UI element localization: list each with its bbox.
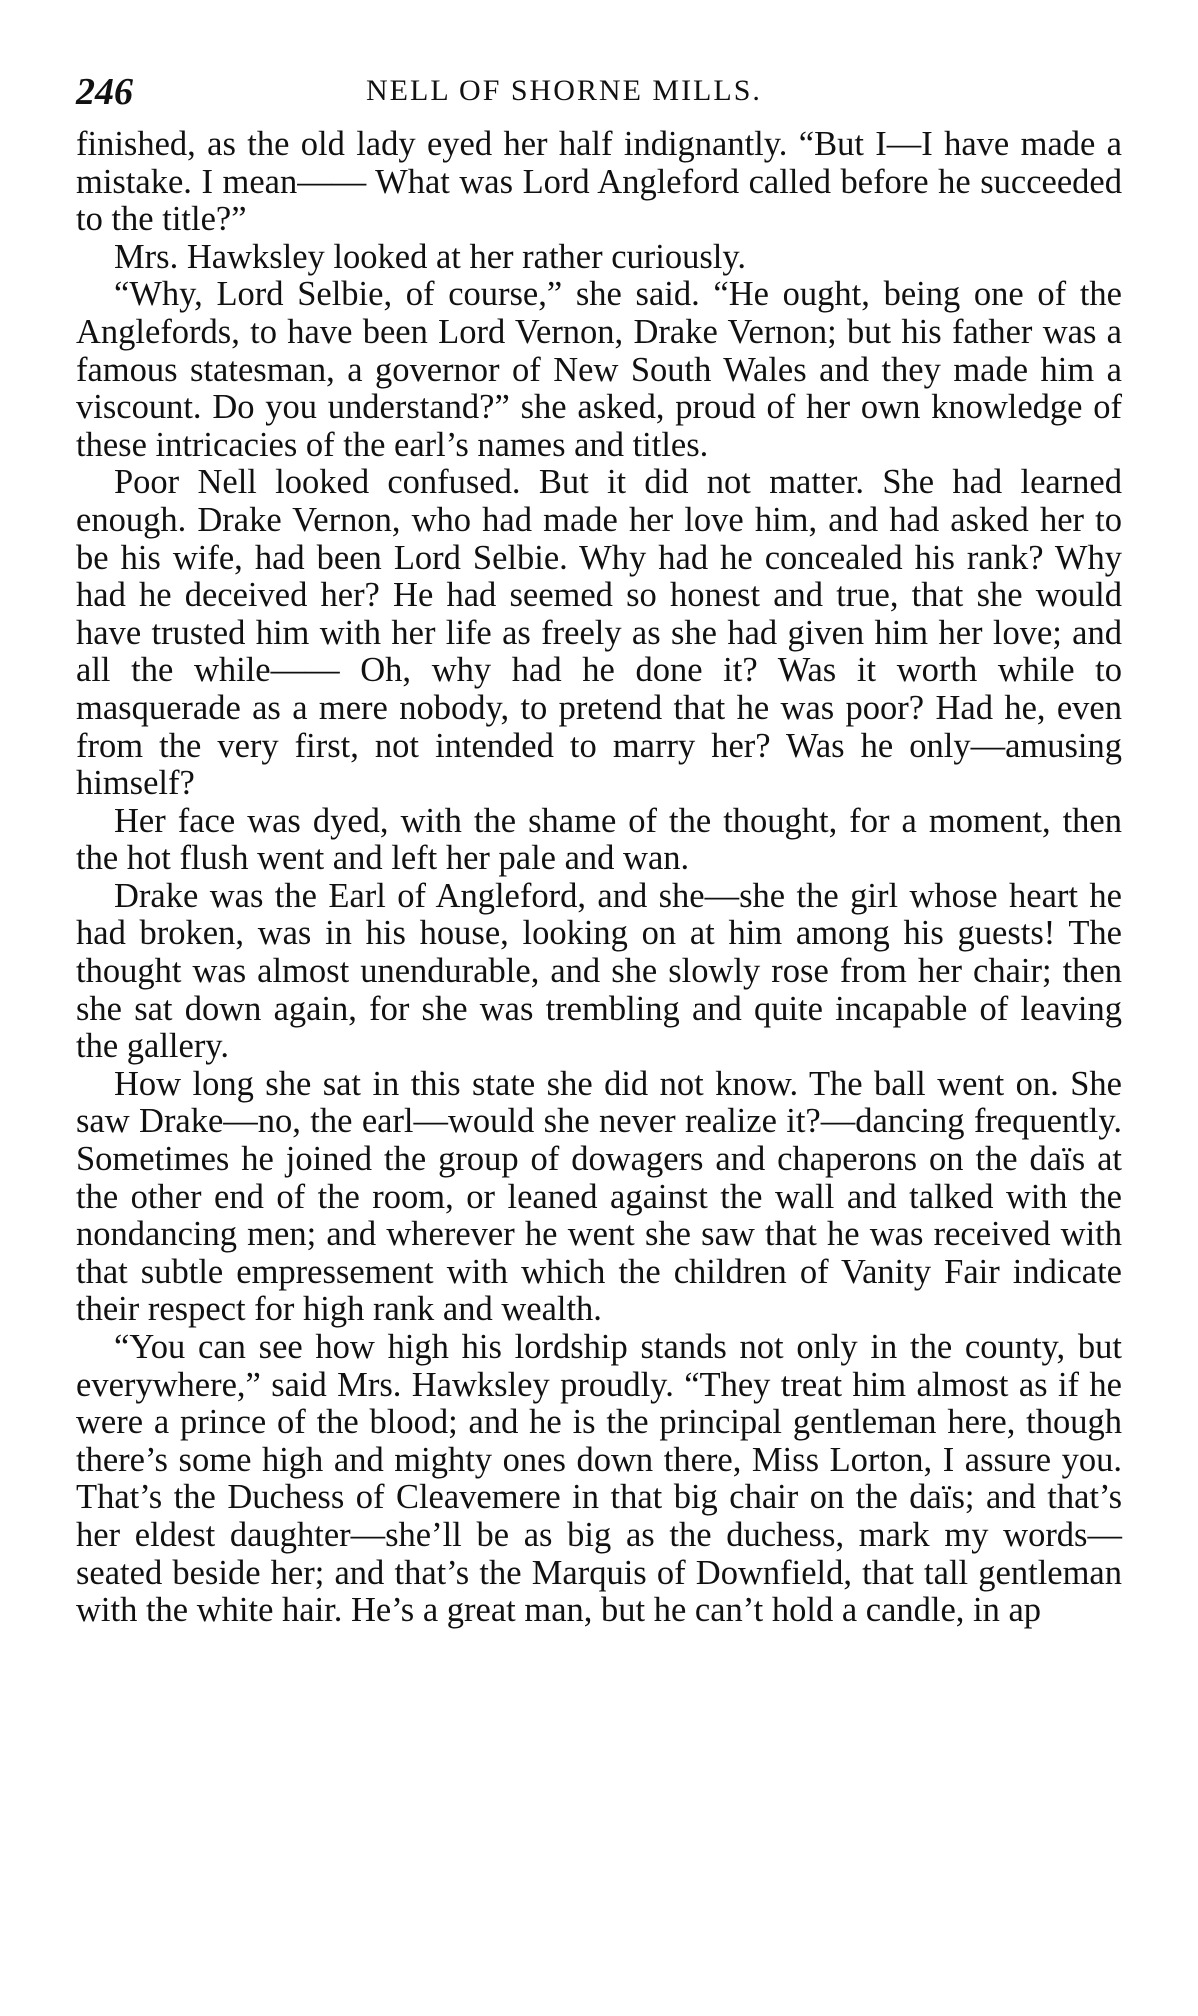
paragraph: “Why, Lord Selbie, of course,” she said. “He ought, being one of the Anglefords, to have been Lord Vernon, Drake Vernon; but his father was a famous statesman, a governor of New South Wales and they made him a viscount. Do you understand?” she asked, proud of her own knowledge of these intricacies of the earl’s names and titles.: [76, 275, 1122, 464]
book-title: NELL OF SHORNE MILLS.: [366, 74, 762, 107]
running-head: [76, 64, 1122, 124]
book-page: [76, 64, 1122, 1630]
paragraph: “You can see how high his lordship stands not only in the county, but everywhere,” said Mrs. Hawksley proudly. “They treat him almost as if he were a prince of the blood; and he is the principal gentleman here, though there’s some high and mighty ones down there, Miss Lorton, I assure you. That’s the Duchess of Cleavemere in that big chair on the daïs; and that’s her eldest daughter—she’ll be as big as the duchess, mark my words—seated beside her; and that’s the Marquis of Downfield, that tall gentleman with the white hair. He’s a great man, but he can’t hold a candle, in ap: [76, 1328, 1122, 1630]
paragraph: Mrs. Hawksley looked at her rather curiously.: [114, 237, 747, 276]
paragraph-continued: finished, as the old lady eyed her half indignantly. “But I—I have made a mistake. I mean—— What was Lord Angleford called before he succeeded to the title?”: [76, 125, 1122, 239]
body-text: [76, 126, 1122, 1630]
paragraph: How long she sat in this state she did not know. The ball went on. She saw Drake—no, the earl—would she never realize it?—dancing frequently. Sometimes he joined the group of dowagers and chaperons on the daïs at the other end of the room, or leaned against the wall and talked with the nondancing men; and wherever he went she saw that he was received with that subtle empressement with which the children of Vanity Fair indicate their respect for high rank and wealth.: [76, 1064, 1122, 1329]
page-number: 246: [76, 71, 133, 113]
paragraph: Her face was dyed, with the shame of the thought, for a moment, then the hot flush went and left her pale and wan.: [76, 801, 1122, 878]
paragraph: Drake was the Earl of Angleford, and she—she the girl whose heart he had broken, was in his house, looking on at him among his guests! The thought was almost unendurable, and she slowly rose from her chair; then she sat down again, for she was trembling and quite incapable of leaving the gallery.: [76, 876, 1122, 1066]
paragraph: Poor Nell looked confused. But it did not matter. She had learned enough. Drake Vernon, who had made her love him, and had asked her to be his wife, had been Lord Selbie. Why had he concealed his rank? Why had he deceived her? He had seemed so honest and true, that she would have trusted him with her life as freely as she had given him her love; and all the while—— Oh, why had he done it? Was it worth while to masquerade as a mere nobody, to pretend that he was poor? Had he, even from the very first, not intended to marry her? Was he only—amusing himself?: [76, 463, 1122, 803]
